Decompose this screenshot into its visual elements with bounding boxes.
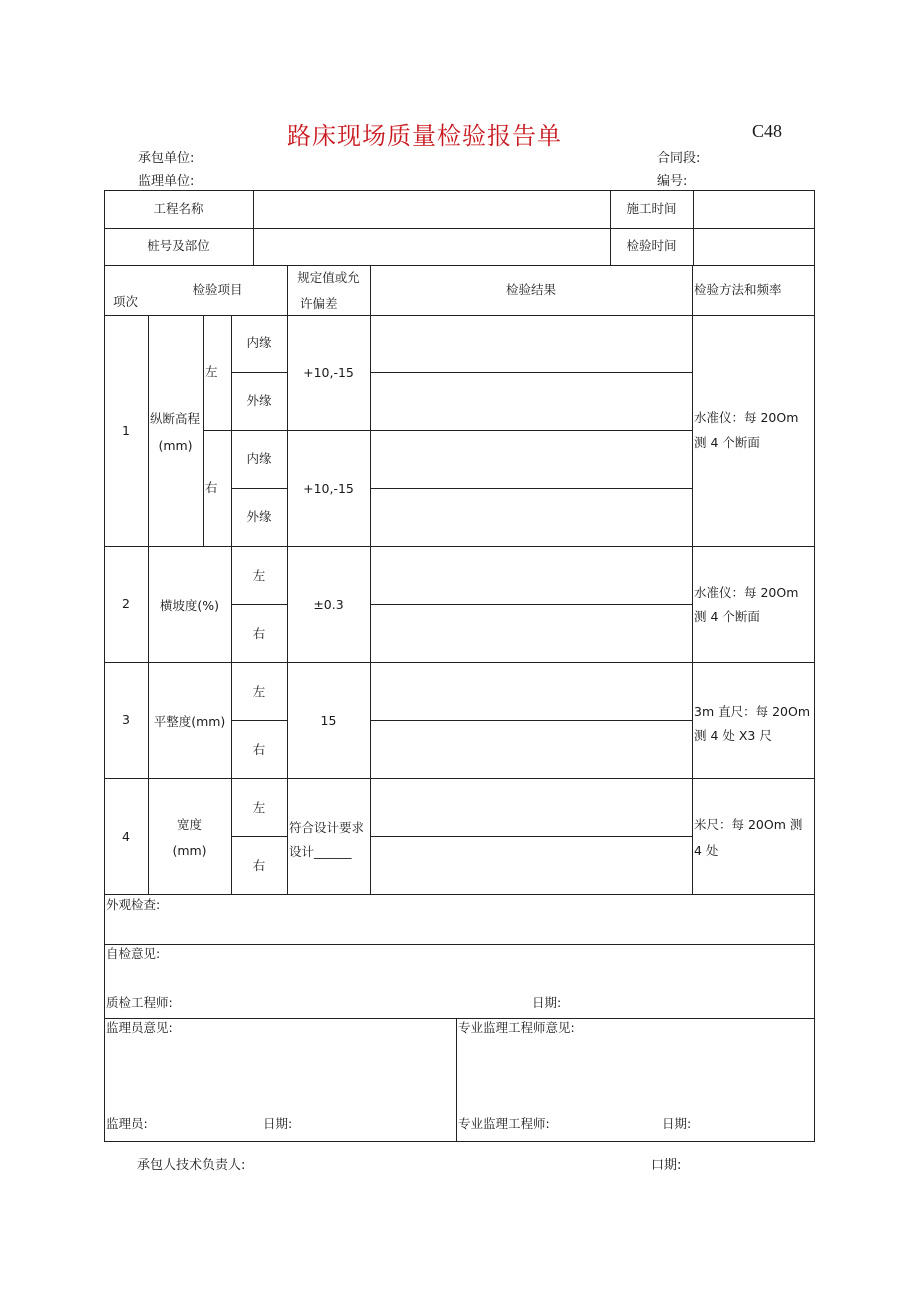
row4-name-line1: 宽度 xyxy=(176,817,202,832)
row1-outer2: 外缘 xyxy=(246,509,272,524)
self-check-label: 自检意见: xyxy=(106,946,161,961)
project-name-label: 工程名称 xyxy=(153,201,204,216)
row3-name: 平整度(mm) xyxy=(153,714,226,729)
row4-method-line1: 米尺：每 20Om 测 xyxy=(694,817,803,832)
row1-spec-left: +10,-15 xyxy=(303,365,354,380)
row1-method-line2: 测 4 个断面 xyxy=(694,435,760,450)
col-spec-line1: 规定值或允 xyxy=(297,270,360,285)
inspection-time-label: 检验时间 xyxy=(626,238,677,253)
specialist-sign-label: 专业监理工程师: xyxy=(458,1116,550,1131)
row2-right: 右 xyxy=(252,626,266,641)
supervisor-opinion-label: 监理员意见: xyxy=(106,1020,173,1035)
contract-section-label: 合同段: xyxy=(657,151,701,166)
supervisor-unit-label: 监理单位: xyxy=(138,174,195,189)
col-item-no: 项次 xyxy=(113,294,139,309)
appearance-label: 外观检查: xyxy=(106,897,161,912)
row1-no: 1 xyxy=(122,423,130,438)
row3-right: 右 xyxy=(252,742,266,757)
row1-spec-right: +10,-15 xyxy=(303,481,354,496)
row1-outer1: 外缘 xyxy=(246,393,272,408)
supervisor-sign-label: 监理员: xyxy=(106,1116,148,1131)
row4-no: 4 xyxy=(122,829,130,844)
row1-left: 左 xyxy=(205,364,218,379)
row4-spec-line2: 设计______ xyxy=(289,844,352,859)
date-label-4: 口期: xyxy=(651,1158,682,1173)
row1-name-line2: (mm) xyxy=(158,438,193,453)
contractor-label: 承包单位: xyxy=(138,151,195,166)
row3-spec: 15 xyxy=(320,713,337,728)
row4-method-line2: 4 处 xyxy=(694,843,719,858)
row3-method-line2: 测 4 处 X3 尺 xyxy=(694,728,772,743)
page-title: 路床现场质量检验报告单 xyxy=(287,122,562,150)
row3-left: 左 xyxy=(252,684,266,699)
row2-left: 左 xyxy=(252,568,266,583)
row1-inner1: 内缘 xyxy=(246,335,272,350)
row2-method-line2: 测 4 个断面 xyxy=(694,609,760,624)
date-label-1: 日期: xyxy=(532,995,562,1010)
row3-method-line1: 3m 直尺：每 20Om xyxy=(694,704,810,719)
row1-name-line1: 纵断高程 xyxy=(150,411,201,426)
row2-method-line1: 水准仪：每 20Om xyxy=(694,585,799,600)
row1-inner2: 内缘 xyxy=(246,451,272,466)
row1-right: 右 xyxy=(205,480,218,495)
qc-engineer-label: 质检工程师: xyxy=(106,995,173,1010)
row4-right: 右 xyxy=(252,858,266,873)
station-label: 桩号及部位 xyxy=(147,238,210,253)
col-method: 检验方法和频率 xyxy=(694,282,782,297)
form-code: C48 xyxy=(752,121,783,141)
date-label-3: 日期: xyxy=(662,1116,692,1131)
row4-left: 左 xyxy=(252,800,266,815)
row2-spec: ±0.3 xyxy=(313,597,344,612)
date-label-2: 日期: xyxy=(263,1116,293,1131)
row2-name: 横坡度(%) xyxy=(159,598,220,613)
number-label: 编号: xyxy=(657,174,688,189)
col-result: 检验结果 xyxy=(505,282,556,297)
row3-no: 3 xyxy=(122,712,130,727)
row2-no: 2 xyxy=(122,596,130,611)
construction-time-label: 施工时间 xyxy=(626,201,677,216)
col-spec-line2: 许偏差 xyxy=(300,296,338,311)
col-item: 检验项目 xyxy=(192,282,243,297)
specialist-opinion-label: 专业监理工程师意见: xyxy=(458,1020,575,1035)
row1-method-line1: 水准仪：每 20Om xyxy=(694,410,799,425)
contractor-tech-label: 承包人技术负责人: xyxy=(137,1158,246,1173)
row4-name-line2: (mm) xyxy=(172,843,207,858)
row4-spec-line1: 符合设计要求 xyxy=(289,820,365,835)
